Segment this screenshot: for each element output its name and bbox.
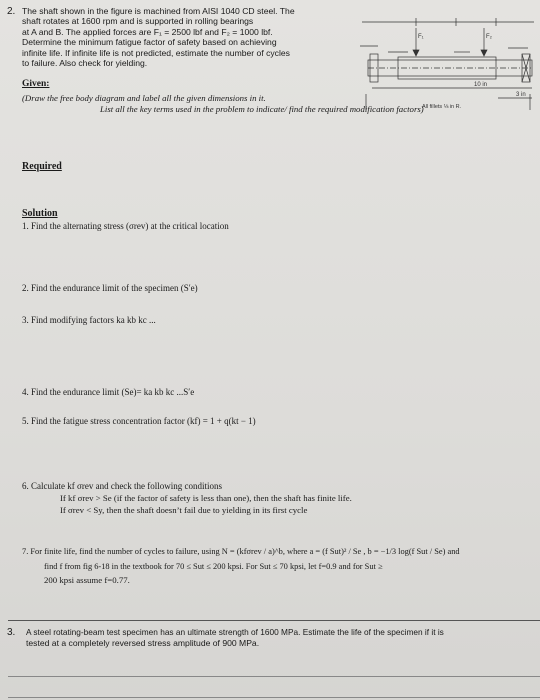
solution-step-7-line-3: 200 kpsi assume f=0.77. [44,575,130,585]
problem-2-line: shaft rotates at 1600 rpm and is supported in rolling bearings [22,16,254,27]
force-f1-label: F₁ [418,34,424,40]
bottom-divider [8,676,540,677]
solution-step-1: 1. Find the alternating stress (σrev) at the critical location [22,221,229,231]
force-f2-label: F₂ [486,34,492,40]
given-instruction-1: (Draw the free body diagram and label all the given dimensions in it. [22,93,266,103]
given-label: Given: [22,79,50,89]
problem-2-line: at A and B. The applied forces are F₁ = 2500 lbf and F₂ = 1000 lbf. [22,26,273,37]
dimension-10in-label: 10 in [474,82,488,88]
shaft-figure [358,14,538,118]
problem-3-line-1: A steel rotating-beam test specimen has an ultimate strength of 1600 MPa. Estimate the life of the specimen if it is [26,627,444,637]
problem-2-line: infinite life. If infinite life is not predicted, estimate the number of cycles [22,47,290,58]
solution-step-4: 4. Find the endurance limit (Se)= ka kb kc ...S′e [22,387,195,397]
solution-step-2: 2. Find the endurance limit of the specimen (S′e) [22,283,198,293]
solution-step-7-line-2: find f from fig 6-18 in the textbook for 70 ≤ Sut ≤ 200 kpsi. For Sut ≤ 70 kpsi, let f=0.9 and for Sut ≥ [44,562,383,571]
problem-2-line: The shaft shown in the figure is machined from AISI 1040 CD steel. The [22,6,295,16]
fillet-note: All fillets ⅛ in R. [422,104,462,110]
problem-2-number: 2. [7,6,16,17]
problem-2-line: Determine the minimum fatigue factor of safety based on achieving [22,37,277,48]
given-instruction-2: List all the key terms used in the problem to indicate/ find the required modification factors) [100,104,424,114]
solution-step-3: 3. Find modifying factors ka kb kc ... [22,315,156,325]
problem-3-line-2: tested at a completely reversed stress amplitude of 900 MPa. [26,638,260,648]
required-heading: Required [22,161,62,172]
section-divider [8,620,540,621]
solution-heading: Solution [22,208,58,219]
solution-step-6-condition-1: If kf σrev > Se (if the factor of safety is less than one), then the shaft has finite life. [60,493,352,503]
solution-step-6-condition-2: If σrev < Sy, then the shaft doesn’t fail due to yielding in its first cycle [60,505,308,515]
solution-step-6: 6. Calculate kf σrev and check the following conditions [22,481,223,491]
problem-2-text [22,6,362,68]
bottom-divider [8,697,540,698]
problem-2-line: to failure. Also check for yielding. [22,58,148,69]
solution-step-7: 7. For finite life, find the number of cycles to failure, using N = (kfσrev / a)^b, where a = (f Sut)² / Se , b = −1/3 log(f Sut / Se) and [22,547,460,556]
problem-3-number: 3. [7,627,16,638]
dimension-3in-label: 3 in [516,92,526,98]
solution-step-5: 5. Find the fatigue stress concentration factor (kf) = 1 + q(kt − 1) [22,416,256,426]
